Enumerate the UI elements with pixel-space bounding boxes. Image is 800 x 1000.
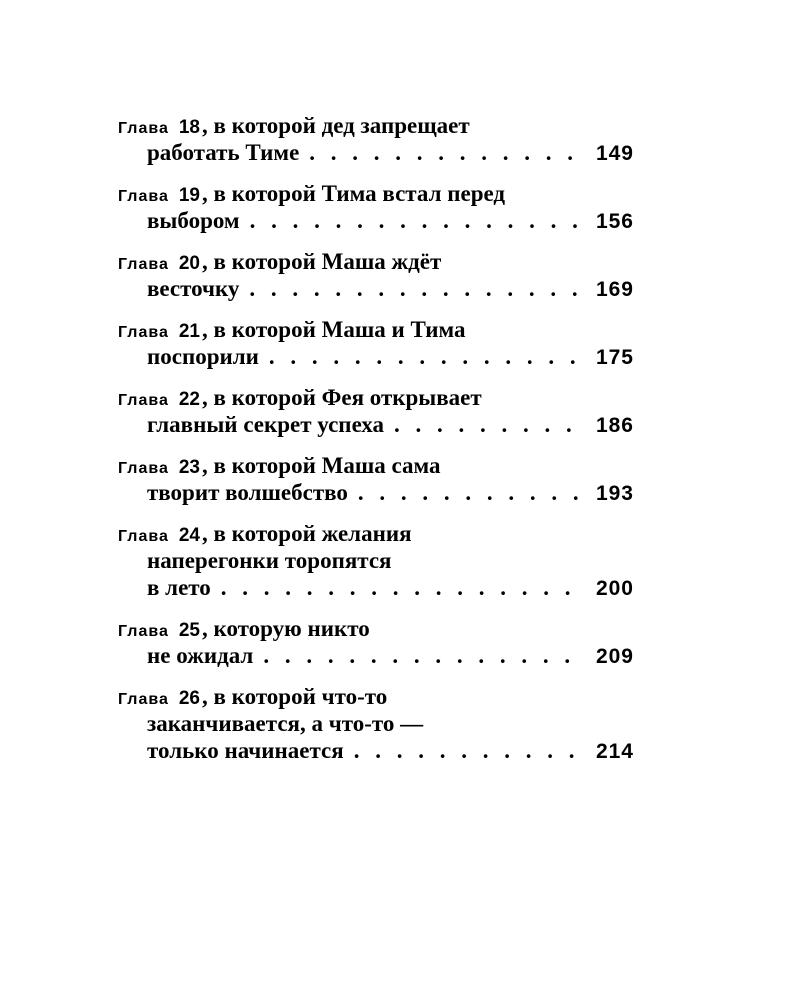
chapter-number: 18 xyxy=(178,117,200,138)
dot-leader xyxy=(354,737,580,764)
toc-entry-last-line xyxy=(118,207,634,234)
toc-entry-title-line xyxy=(118,180,634,207)
toc-entry-last-line xyxy=(118,737,634,764)
toc-entry-last-line xyxy=(118,275,634,302)
chapter-title-text: главный секрет успеха xyxy=(147,412,385,437)
chapter-number: 20 xyxy=(178,253,200,274)
page-number: 149 xyxy=(595,142,634,165)
chapter-title-text: работать Тиме xyxy=(147,140,300,165)
dot-leader xyxy=(358,479,580,506)
chapter-title-text: в лето xyxy=(147,575,211,600)
toc-entry xyxy=(118,112,634,166)
chapter-label: Глава xyxy=(118,623,169,640)
chapter-number: 25 xyxy=(178,620,200,641)
chapter-number: 24 xyxy=(178,525,200,546)
page-number: 209 xyxy=(595,645,634,668)
toc-entry xyxy=(118,683,634,764)
page-number: 169 xyxy=(595,278,634,301)
chapter-title-text: , которую никто xyxy=(202,616,370,641)
chapter-number: 21 xyxy=(178,321,200,342)
toc-entry xyxy=(118,248,634,302)
chapter-label: Глава xyxy=(118,256,169,273)
dot-leader xyxy=(309,139,580,166)
chapter-title-text: наперегонки торопятся xyxy=(147,548,392,573)
toc-entry-title-line xyxy=(118,452,634,479)
toc-entry-last-line xyxy=(118,574,634,601)
page-number: 175 xyxy=(595,346,634,369)
chapter-title-text: , в которой Маша сама xyxy=(202,453,441,478)
page-number: 214 xyxy=(595,740,634,763)
chapter-title-text: только начинается xyxy=(147,738,344,763)
toc-entry-last-line xyxy=(118,642,634,669)
chapter-title-text: , в которой что-то xyxy=(202,684,388,709)
chapter-number: 22 xyxy=(178,389,200,410)
dot-leader xyxy=(250,207,580,234)
chapter-label: Глава xyxy=(118,392,169,409)
toc-entry-title-line xyxy=(118,683,634,710)
chapter-label: Глава xyxy=(118,324,169,341)
dot-leader xyxy=(221,574,580,601)
dot-leader xyxy=(394,411,580,438)
chapter-title-text: , в которой Маша ждёт xyxy=(202,249,442,274)
toc-entry-last-line xyxy=(118,479,634,506)
chapter-number: 26 xyxy=(178,688,200,709)
chapter-title-text: весточку xyxy=(147,276,240,301)
page-number: 200 xyxy=(595,577,634,600)
chapter-title-text: , в которой Маша и Тима xyxy=(202,317,466,342)
chapter-label: Глава xyxy=(118,528,169,545)
chapter-label: Глава xyxy=(118,460,169,477)
toc-entry-middle-line xyxy=(118,547,634,574)
toc-entry xyxy=(118,615,634,669)
toc-entry-middle-line xyxy=(118,710,634,737)
toc-entry-title-line xyxy=(118,112,634,139)
toc-entry xyxy=(118,452,634,506)
toc-entry xyxy=(118,180,634,234)
toc-entry-title-line xyxy=(118,520,634,547)
table-of-contents xyxy=(118,112,634,778)
toc-entry xyxy=(118,384,634,438)
chapter-title-text: , в которой Фея открывает xyxy=(202,385,482,410)
dot-leader xyxy=(249,275,580,302)
dot-leader xyxy=(263,642,580,669)
chapter-label: Глава xyxy=(118,120,169,137)
toc-entry-title-line xyxy=(118,384,634,411)
toc-entry-title-line xyxy=(118,316,634,343)
chapter-title-text: творит волшебство xyxy=(147,480,348,505)
chapter-title-text: , в которой желания xyxy=(202,521,412,546)
page-number: 193 xyxy=(595,482,634,505)
chapter-number: 23 xyxy=(178,457,200,478)
toc-entry-last-line xyxy=(118,343,634,370)
chapter-title-text: , в которой дед запрещает xyxy=(202,113,470,138)
chapter-label: Глава xyxy=(118,188,169,205)
chapter-number: 19 xyxy=(178,185,200,206)
chapter-title-text: , в которой Тима встал перед xyxy=(202,181,506,206)
chapter-title-text: заканчивается, а что-то — xyxy=(147,711,424,736)
toc-entry-title-line xyxy=(118,248,634,275)
page-number: 186 xyxy=(595,414,634,437)
chapter-label: Глава xyxy=(118,691,169,708)
chapter-title-text: не ожидал xyxy=(147,643,254,668)
page-number: 156 xyxy=(595,210,634,233)
toc-entry xyxy=(118,316,634,370)
toc-entry-last-line xyxy=(118,139,634,166)
toc-entry-title-line xyxy=(118,615,634,642)
toc-entry-last-line xyxy=(118,411,634,438)
dot-leader xyxy=(269,343,580,370)
toc-entry xyxy=(118,520,634,601)
chapter-title-text: поспорили xyxy=(147,344,259,369)
chapter-title-text: выбором xyxy=(147,208,240,233)
